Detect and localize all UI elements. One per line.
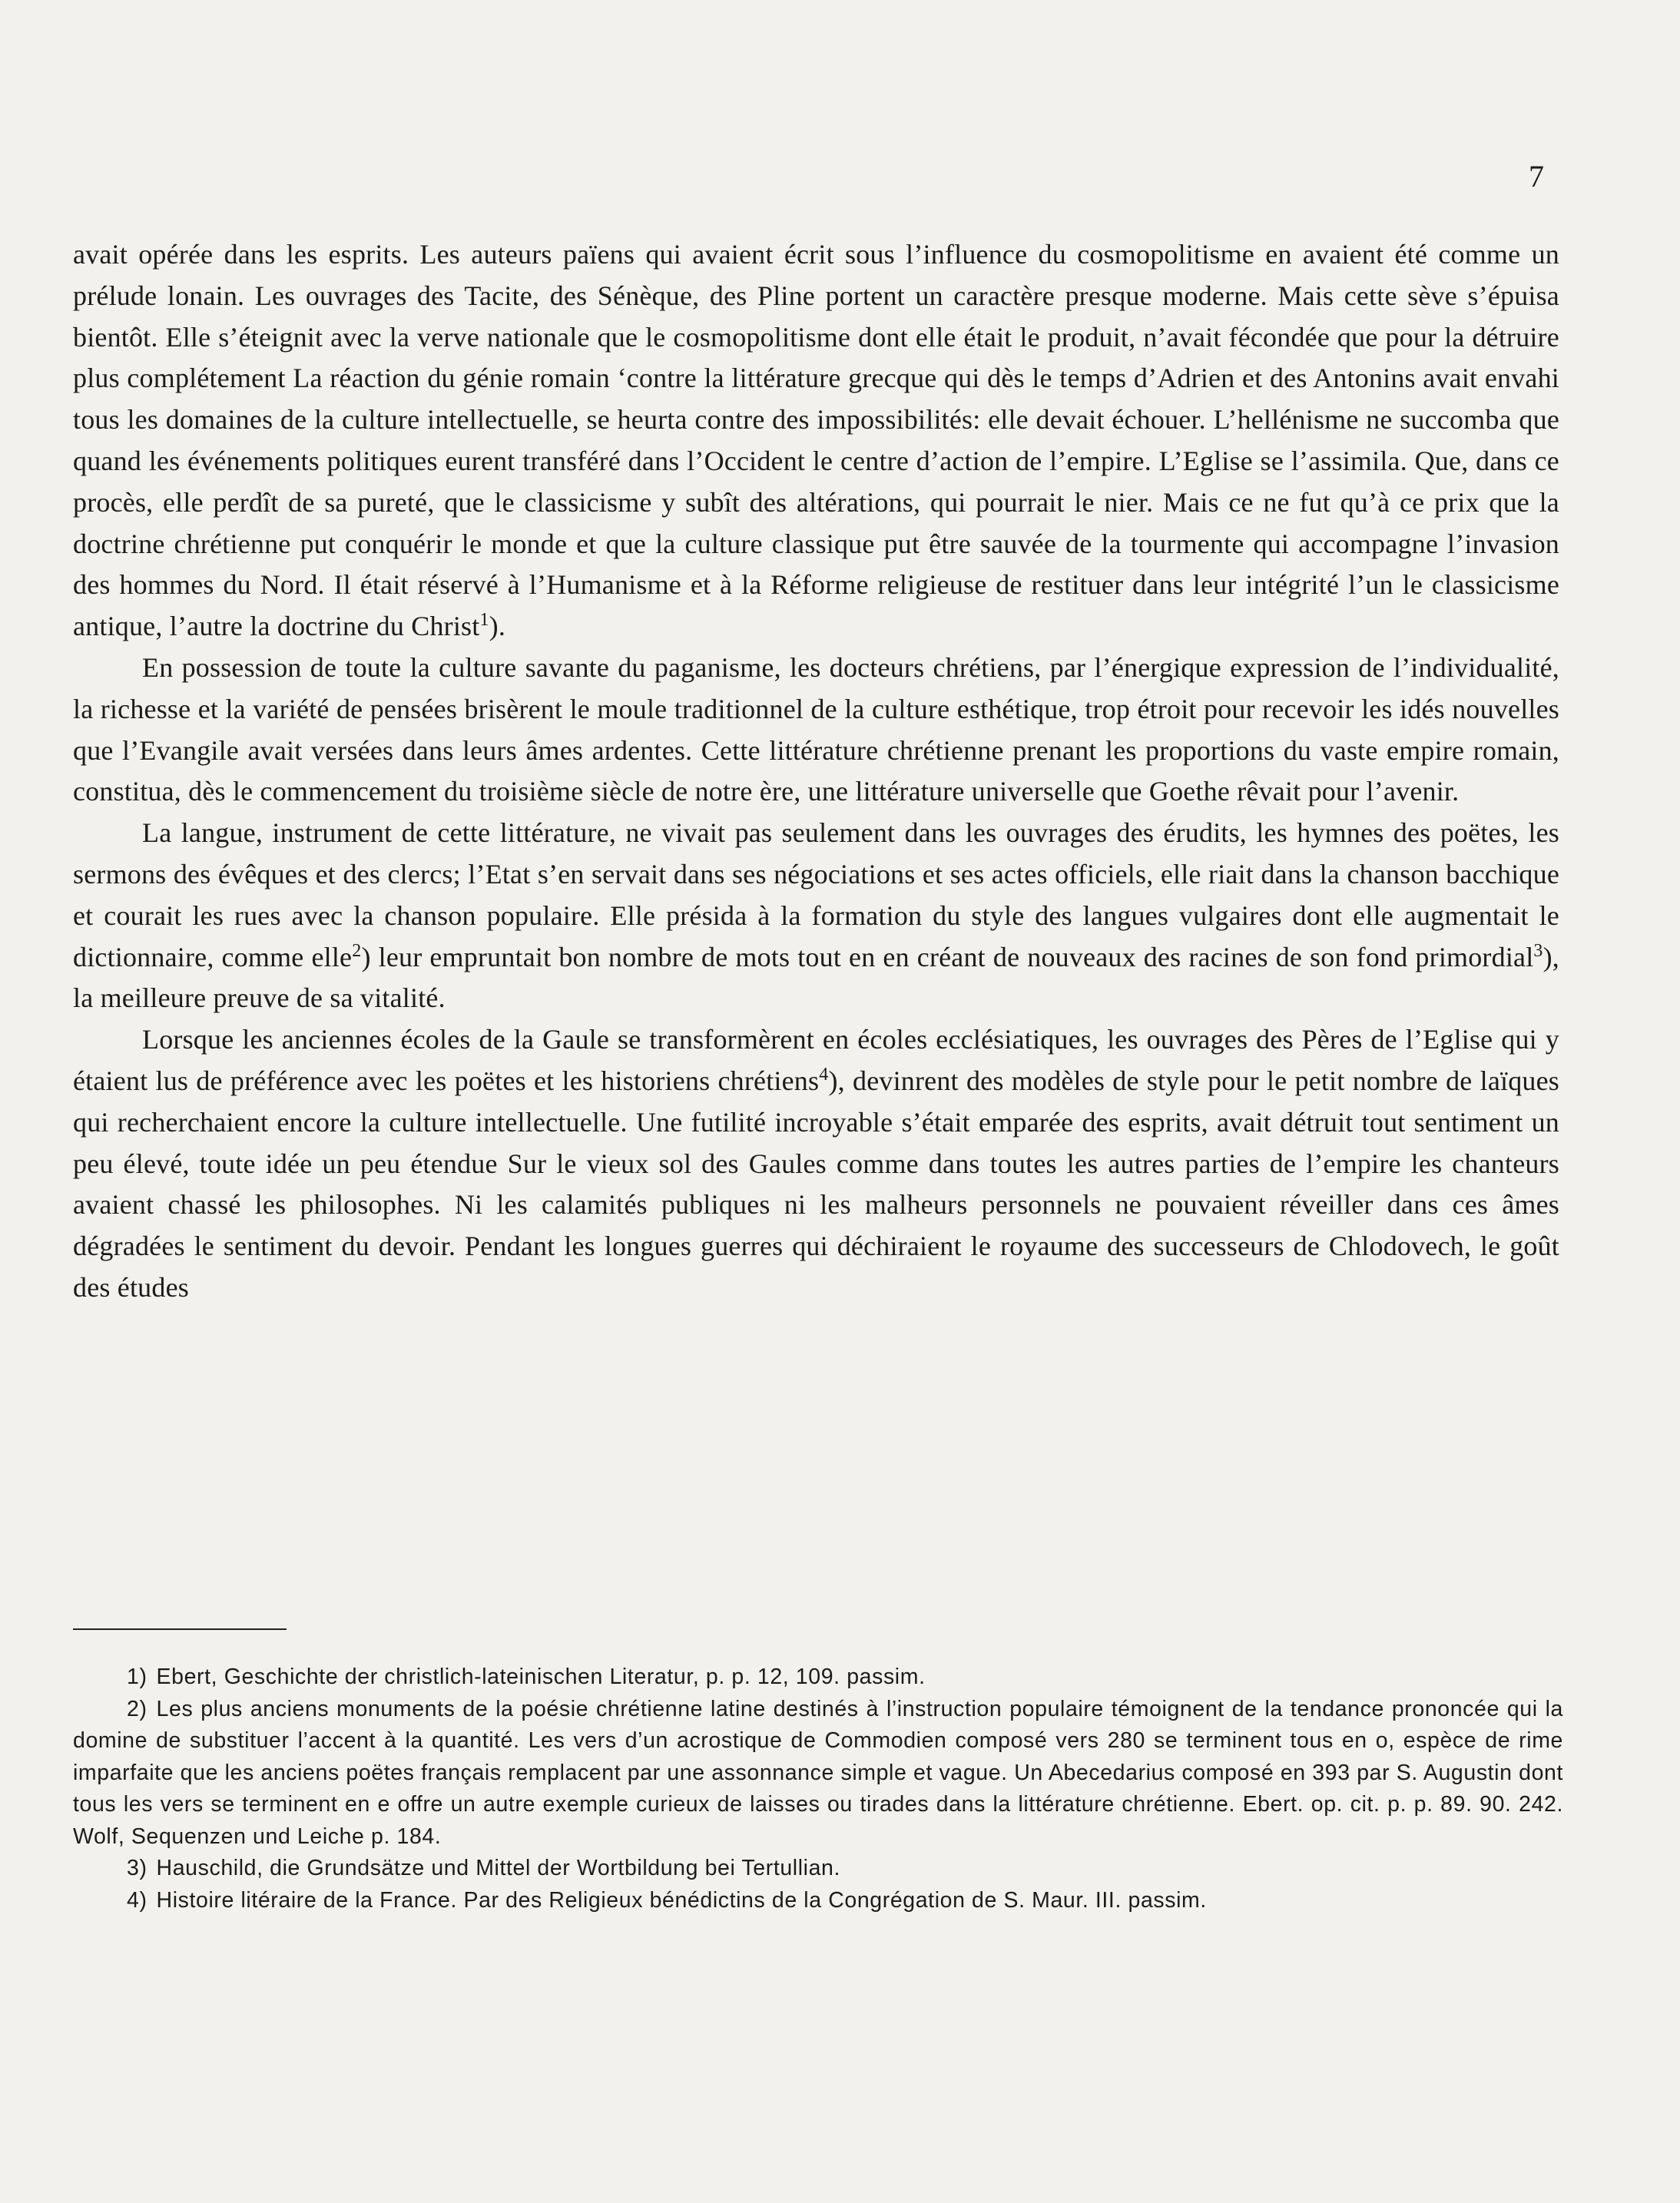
footnote-ref-1[interactable]: 1 [479,610,489,631]
paragraph-1-text: avait opérée dans les esprits. Les auteurs païens qui avaient écrit sous l’influence du cosmopolitisme en avaient été comme un prélude lonain. Les ouvrages des Tacite, des Sénèque, des Pline portent un caractère presque moderne. Mais cette sève s’épuisa bientôt. Elle s’éteignit avec la verve nationale que le cosmopolitisme dont elle était le produit, n’avait fécondée que pour la détruire plus complétement La réaction du génie romain ‘contre la littérature grecque qui dès le temps d’Adrien et des Antonins avait envahi tous les domaines de la culture intellectuelle, se heurta contre des impossibilités: elle devait échouer. L’hellénisme ne succomba que quand les événements politiques eurent transféré dans l’Occident le centre d’action de l’empire. L’Eglise se l’assimila. Que, dans ce procès, elle perdît de sa pureté, que le classicisme y subît des altérations, qui pourrait le nier. Mais ce ne fut qu’à ce prix que la doctrine chrétienne put conquérir le monde et que la culture classique put être sauvée de la tourmente qui accompagne l’invasion des hommes du Nord. Il était réservé à l’Humanisme et à la Réforme religieuse de restituer dans leur intégrité l’un le classicisme antique, l’autre la doctrine du Christ [73,239,1559,642]
footnote-4 [73,1885,1563,1917]
paragraph-2 [73,648,1559,813]
footnote-ref-2[interactable]: 2 [352,940,362,961]
paragraph-3-tail: ), la meilleure preuve de sa vitalité. [73,941,1559,1014]
paragraph-3-middle: ) leur empruntait bon nombre de mots tout en en créant de nouveaux des racines de son fond primordial [361,941,1534,972]
footnote-ref-4[interactable]: 4 [819,1064,829,1085]
paragraph-3 [73,813,1559,1019]
footnote-1-text: Ebert, Geschichte der christlich-lateinischen Literatur, p. p. 12, 109. passim. [156,1665,926,1689]
paragraph-4 [73,1019,1559,1309]
page-number: 7 [1529,159,1544,194]
footnote-4-number: 4) [127,1887,147,1913]
footnote-divider [73,1628,287,1630]
paragraph-1-tail: ). [489,611,506,642]
footnote-ref-3[interactable]: 3 [1533,940,1543,961]
footnote-1-number: 1) [127,1665,147,1689]
footnote-4-text: Histoire litéraire de la France. Par des Religieux bénédictins de la Congrégation de S. Maur. III. passim. [156,1887,1207,1913]
paragraph-3-text: La langue, instrument de cette littérature, ne vivait pas seulement dans les ouvrages des érudits, les hymnes des poëtes, les sermons des évêques et des clercs; l’Etat s’en servait dans ses négociations et ses actes officiels, elle riait dans la chanson bacchique et courait les rues avec la chanson populaire. Elle présida à la formation du style des langues vulgaires dont elle augmentait le dictionnaire, comme elle [73,817,1559,972]
footnotes [73,1661,1563,1916]
footnote-3-number: 3) [127,1856,147,1880]
footnote-3-text: Hauschild, die Grundsätze und Mittel der Wortbildung bei Tertullian. [156,1856,841,1880]
body-text [73,234,1559,1309]
paragraph-2-text: En possession de toute la culture savante du paganisme, les docteurs chrétiens, par l’énergique expression de l’individualité, la richesse et la variété de pensées brisèrent le moule traditionnel de la culture esthétique, trop étroit pour recevoir les idés nouvelles que l’Evangile avait versées dans leurs âmes ardentes. Cette littérature chrétienne prenant les proportions du vaste empire romain, constitua, dès le commencement du troisième siècle de notre ère, une littérature universelle que Goethe rêvait pour l’avenir. [73,651,1559,807]
paragraph-4-text: Lorsque les anciennes écoles de la Gaule se transformèrent en écoles ecclésiatiques, les ouvrages des Pères de l’Eglise qui y étaient lus de préférence avec les poëtes et les historiens chrétiens [73,1024,1559,1096]
footnote-2 [73,1694,1563,1854]
footnote-2-text: Les plus anciens monuments de la poésie chrétienne latine destinés à l’instruction populaire témoignent de la tendance prononcée qui la domine de substituer l’accent à la quantité. Les vers d’un acrostique de Commodien composé vers 280 se terminent tous en o, espèce de rime imparfaite que les anciens poëtes français remplacent par une assonnance simple et vague. Un Abecedarius composé en 393 par S. Augustin dont tous les vers se terminent en e offre un autre exemple curieux de laisses ou tirades dans la littérature chrétienne. Ebert. op. cit. p. p. 89. 90. 242. Wolf, Sequenzen und Leiche p. 184. [73,1696,1563,1849]
paragraph-4-tail: ), devinrent des modèles de style pour le petit nombre de laïques qui recherchaient encore la culture intellectuelle. Une futilité incroyable s’était emparée des esprits, avait détruit tout sentiment un peu élevé, toute idée un peu étendue Sur le vieux sol des Gaules comme dans toutes les autres parties de l’empire les chanteurs avaient chassé les philosophes. Ni les calamités publiques ni les malheurs personnels ne pouvaient réveiller dans ces âmes dégradées le sentiment du devoir. Pendant les longues guerres qui déchiraient le royaume des successeurs de Chlodovech, le goût des études [73,1065,1559,1303]
footnote-2-number: 2) [127,1696,147,1721]
footnote-3 [73,1853,1563,1885]
paragraph-1 [73,234,1559,648]
footnote-1 [73,1661,1563,1694]
